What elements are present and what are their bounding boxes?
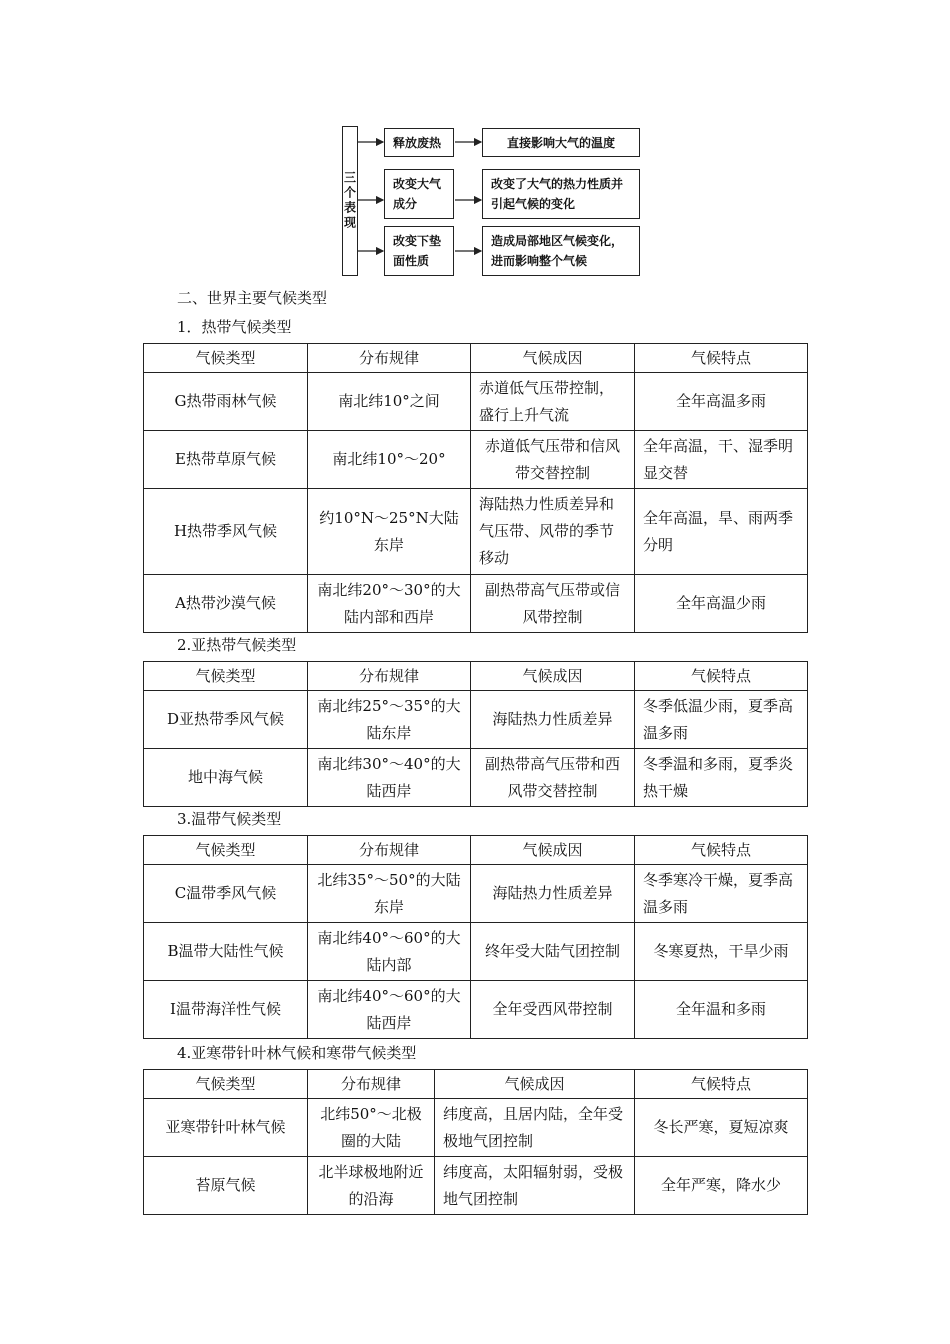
climate-cause: 纬度高，太阳辐射弱，受极地气团控制 (435, 1157, 635, 1215)
subtropical-title: 2.亚热带气候类型 (177, 636, 297, 654)
tropical-table (143, 343, 808, 633)
climate-feature: 全年高温，干、湿季明显交替 (635, 431, 808, 489)
climate-type: C温带季风气候 (144, 865, 308, 923)
table-row (144, 1157, 808, 1215)
header-cause: 气候成因 (471, 836, 635, 865)
table-row (144, 749, 808, 807)
table-row (144, 575, 808, 633)
table-row (144, 981, 808, 1039)
table-row (144, 489, 808, 575)
climate-type: 地中海气候 (144, 749, 308, 807)
climate-cause: 副热带高气压带和西风带交替控制 (471, 749, 635, 807)
human-impact-diagram (335, 120, 655, 282)
table-row (144, 431, 808, 489)
diagram-cause-2-text: 改变大气成分 (393, 177, 442, 211)
header-type: 气候类型 (144, 344, 308, 373)
climate-cause: 海陆热力性质差异和气压带、风带的季节移动 (471, 489, 635, 575)
diagram-cause-2 (384, 169, 454, 219)
table-header-row (144, 662, 808, 691)
temperate-title: 3.温带气候类型 (177, 810, 282, 828)
table-header-row (144, 836, 808, 865)
table-row (144, 691, 808, 749)
distribution: 北纬35°～50°的大陆东岸 (308, 865, 471, 923)
climate-cause: 赤道低气压带和信风带交替控制 (471, 431, 635, 489)
header-dist: 分布规律 (308, 662, 471, 691)
table-row (144, 865, 808, 923)
diagram-effect-1: 直接影响大气的温度 (482, 128, 640, 157)
diagram-cause-3-text: 改变下垫面性质 (393, 234, 442, 268)
diagram-effect-2-text: 改变了大气的热力性质并引起气候的变化 (491, 177, 624, 211)
climate-cause: 副热带高气压带或信风带控制 (471, 575, 635, 633)
distribution: 南北纬40°～60°的大陆内部 (308, 923, 471, 981)
header-feature: 气候特点 (635, 662, 808, 691)
climate-feature: 全年高温少雨 (635, 575, 808, 633)
header-type: 气候类型 (144, 836, 308, 865)
subarctic-title: 4.亚寒带针叶林气候和寒带气候类型 (177, 1044, 417, 1062)
climate-cause: 纬度高，且居内陆，全年受极地气团控制 (435, 1099, 635, 1157)
climate-type: D亚热带季风气候 (144, 691, 308, 749)
header-cause: 气候成因 (471, 662, 635, 691)
table-row (144, 373, 808, 431)
climate-cause: 全年受西风带控制 (471, 981, 635, 1039)
header-cause: 气候成因 (471, 344, 635, 373)
climate-type: A热带沙漠气候 (144, 575, 308, 633)
distribution: 南北纬10°之间 (308, 373, 471, 431)
diagram-effect-2 (482, 169, 640, 219)
distribution: 北半球极地附近的沿海 (308, 1157, 435, 1215)
climate-feature: 冬长严寒，夏短凉爽 (635, 1099, 808, 1157)
table-header-row (144, 1070, 808, 1099)
diagram-cause-1: 释放废热 (384, 128, 454, 157)
distribution: 北纬50°～北极圈的大陆 (308, 1099, 435, 1157)
diagram-cause-3 (384, 226, 454, 276)
distribution: 南北纬20°～30°的大陆内部和西岸 (308, 575, 471, 633)
climate-feature: 全年温和多雨 (635, 981, 808, 1039)
climate-feature: 全年严寒，降水少 (635, 1157, 808, 1215)
temperate-table (143, 835, 808, 1039)
table-header-row (144, 344, 808, 373)
diagram-side-label: 三个表现 (342, 171, 357, 231)
distribution: 南北纬40°～60°的大陆西岸 (308, 981, 471, 1039)
header-dist: 分布规律 (308, 1070, 435, 1099)
tropical-title: 1．热带气候类型 (177, 318, 292, 336)
subtropical-table (143, 661, 808, 807)
diagram-effect-3-text: 造成局部地区气候变化，进而影响整个气候 (491, 234, 624, 268)
climate-feature: 冬季寒冷干燥，夏季高温多雨 (635, 865, 808, 923)
header-type: 气候类型 (144, 662, 308, 691)
header-feature: 气候特点 (635, 1070, 808, 1099)
header-type: 气候类型 (144, 1070, 308, 1099)
table-row (144, 923, 808, 981)
distribution: 约10°N～25°N大陆东岸 (308, 489, 471, 575)
distribution: 南北纬30°～40°的大陆西岸 (308, 749, 471, 807)
climate-cause: 赤道低气压带控制，盛行上升气流 (471, 373, 635, 431)
climate-type: E热带草原气候 (144, 431, 308, 489)
climate-cause: 海陆热力性质差异 (471, 691, 635, 749)
climate-feature: 全年高温多雨 (635, 373, 808, 431)
distribution: 南北纬10°～20° (308, 431, 471, 489)
header-cause: 气候成因 (435, 1070, 635, 1099)
climate-type: 苔原气候 (144, 1157, 308, 1215)
diagram-side-box (342, 126, 358, 276)
table-row (144, 1099, 808, 1157)
climate-feature: 冬季温和多雨，夏季炎热干燥 (635, 749, 808, 807)
section-title: 二、世界主要气候类型 (177, 289, 328, 307)
header-feature: 气候特点 (635, 836, 808, 865)
climate-feature: 全年高温，旱、雨两季分明 (635, 489, 808, 575)
climate-type: 亚寒带针叶林气候 (144, 1099, 308, 1157)
climate-type: H热带季风气候 (144, 489, 308, 575)
distribution: 南北纬25°～35°的大陆东岸 (308, 691, 471, 749)
climate-feature: 冬寒夏热，干旱少雨 (635, 923, 808, 981)
climate-cause: 终年受大陆气团控制 (471, 923, 635, 981)
climate-cause: 海陆热力性质差异 (471, 865, 635, 923)
header-dist: 分布规律 (308, 836, 471, 865)
subarctic-table (143, 1069, 808, 1215)
climate-type: I温带海洋性气候 (144, 981, 308, 1039)
header-dist: 分布规律 (308, 344, 471, 373)
header-feature: 气候特点 (635, 344, 808, 373)
climate-type: B温带大陆性气候 (144, 923, 308, 981)
climate-type: G热带雨林气候 (144, 373, 308, 431)
diagram-effect-3 (482, 226, 640, 276)
climate-feature: 冬季低温少雨，夏季高温多雨 (635, 691, 808, 749)
